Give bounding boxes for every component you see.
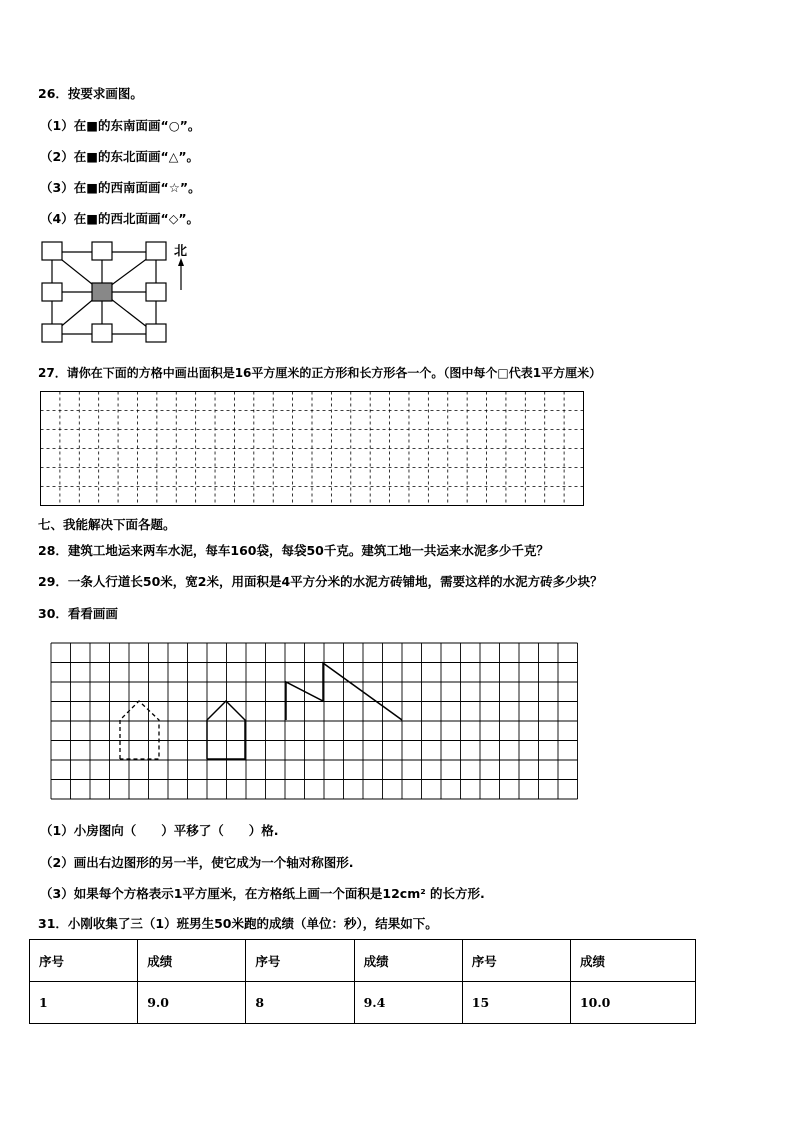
table-header-cell: 序号 <box>462 940 570 982</box>
q26-item-4: （4）在■的西北面画“◇”。 <box>40 211 200 226</box>
table-cell: 9.4 <box>354 982 462 1024</box>
square-grid[interactable] <box>50 642 580 800</box>
q28-title: 28．建筑工地运来两车水泥，每车160袋，每袋50千克。建筑工地一共运来水泥多少千克？ <box>38 543 549 558</box>
q31-title: 31．小刚收集了三（1）班男生50米跑的成绩（单位：秒），结果如下。 <box>38 916 438 931</box>
table-header-row <box>30 940 696 982</box>
table-header-cell: 成绩 <box>570 940 695 982</box>
box-center <box>92 283 112 301</box>
q30-item-3: （3）如果每个方格表示1平方厘米，在方格纸上画一个面积是12cm² 的长方形. <box>40 886 485 901</box>
q26-item-1: （1）在■的东南面画“○”。 <box>40 118 201 133</box>
q26-title: 26．按要求画图。 <box>38 86 143 101</box>
q30-item-2: （2）画出右边图形的另一半，使它成为一个轴对称图形. <box>40 855 354 870</box>
box-w <box>42 283 62 301</box>
box-e <box>146 283 166 301</box>
scores-table <box>29 939 696 1024</box>
section7-title: 七、我能解决下面各题。 <box>38 517 176 532</box>
table-header-cell: 成绩 <box>138 940 246 982</box>
north-label: 北 <box>174 244 188 259</box>
box-se <box>146 324 166 342</box>
table-cell: 1 <box>30 982 138 1024</box>
north-arrow-head <box>178 258 184 266</box>
box-ne <box>146 242 166 260</box>
half-figure <box>286 663 402 720</box>
table-header-cell: 序号 <box>30 940 138 982</box>
q30-title: 30．看看画画 <box>38 606 118 621</box>
table-cell: 10.0 <box>570 982 695 1024</box>
box-s <box>92 324 112 342</box>
house-dashed <box>120 701 159 759</box>
q26-item-2: （2）在■的东北面画“△”。 <box>40 149 200 164</box>
table-cell: 9.0 <box>138 982 246 1024</box>
box-n <box>92 242 112 260</box>
table-row <box>30 982 696 1024</box>
house-solid <box>207 701 245 759</box>
table-cell: 15 <box>462 982 570 1024</box>
table-header-cell: 序号 <box>246 940 354 982</box>
box-sw <box>42 324 62 342</box>
box-nw <box>42 242 62 260</box>
dashed-grid[interactable] <box>40 391 584 506</box>
table-header-cell: 成绩 <box>354 940 462 982</box>
table-cell: 8 <box>246 982 354 1024</box>
q29-title: 29．一条人行道长50米，宽2米，用面积是4平方分米的水泥方砖铺地，需要这样的水泥方砖多少块？ <box>38 574 603 589</box>
q26-item-3: （3）在■的西南面画“☆”。 <box>40 180 201 195</box>
q27-title: 27．请你在下面的方格中画出面积是16平方厘米的正方形和长方形各一个。（图中每个□代表1平方厘米） <box>38 366 602 380</box>
q30-item-1: （1）小房图向（ ）平移了（ ）格. <box>40 823 279 838</box>
